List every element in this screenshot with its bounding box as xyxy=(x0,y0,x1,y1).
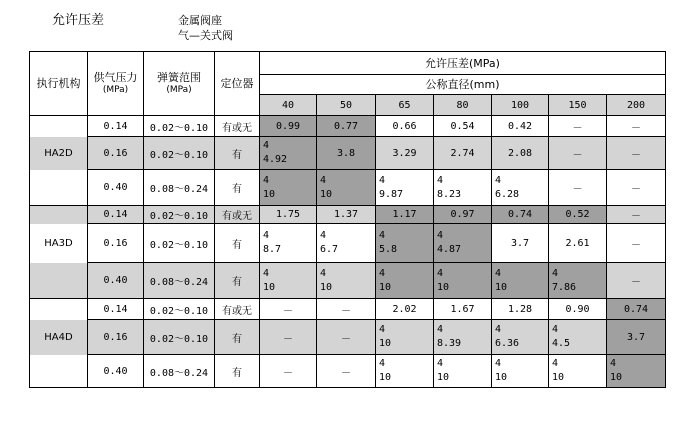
dp-cell-150: － xyxy=(549,116,607,137)
dp-value-top: 4 xyxy=(320,174,327,186)
dp-value-top: 4 xyxy=(263,230,270,241)
dp-value-bottom: 6.7 xyxy=(320,244,339,255)
supply-pressure-cell: 0.40 xyxy=(88,170,144,206)
positioner-cell: 有 xyxy=(215,170,260,206)
dp-value-top: 4 xyxy=(495,358,502,369)
dp-cell-100: 2.08 xyxy=(492,137,549,170)
dp-value-bottom: 7.86 xyxy=(552,281,577,293)
dp-cell-65: 1.17 xyxy=(376,206,434,224)
supply-pressure-cell: 0.14 xyxy=(88,206,144,224)
dp-cell-40 xyxy=(260,224,317,263)
dp-cell-200: － xyxy=(607,206,666,224)
positioner-cell: 有 xyxy=(215,263,260,299)
dp-value-bottom: 10 xyxy=(379,338,392,349)
dp-cell-50: － xyxy=(317,355,376,388)
dp-cell-65 xyxy=(376,224,434,263)
header-nominal-diameter: 公称直径(mm) xyxy=(260,75,666,95)
dp-cell-100 xyxy=(492,170,549,206)
dp-cell-200: － xyxy=(607,116,666,137)
dp-cell-50: － xyxy=(317,299,376,320)
dp-cell-80 xyxy=(434,355,492,388)
positioner-cell: 有或无 xyxy=(215,206,260,224)
header-supply-pressure: 供气压力 (MPa) xyxy=(88,52,144,116)
dp-value-top: 4 xyxy=(320,267,327,279)
dp-cell-40: 1.75 xyxy=(260,206,317,224)
dp-value-top: 4 xyxy=(495,174,502,186)
supply-pressure-cell: 0.14 xyxy=(88,299,144,320)
dp-cell-65 xyxy=(376,355,434,388)
dp-cell-50 xyxy=(317,170,376,206)
dp-cell-65: 0.66 xyxy=(376,116,434,137)
dp-cell-40 xyxy=(260,170,317,206)
dp-value-bottom: 10 xyxy=(610,372,623,383)
dp-value-top: 4 xyxy=(379,358,386,369)
positioner-cell: 有 xyxy=(215,137,260,170)
dp-cell-200: － xyxy=(607,137,666,170)
dp-value-bottom: 10 xyxy=(320,188,333,200)
dp-cell-40 xyxy=(260,263,317,299)
dp-cell-80 xyxy=(434,170,492,206)
dp-cell-50: 3.8 xyxy=(317,137,376,170)
dp-value-bottom: 9.87 xyxy=(379,188,404,200)
dp-value-bottom: 10 xyxy=(437,281,450,293)
dp-cell-200: 3.7 xyxy=(607,320,666,355)
table-row xyxy=(30,320,666,355)
dp-cell-50: － xyxy=(317,320,376,355)
dp-value-bottom: 10 xyxy=(495,281,508,293)
dp-value-bottom: 5.8 xyxy=(379,244,398,255)
dp-value-bottom: 10 xyxy=(495,372,508,383)
dp-cell-40: － xyxy=(260,320,317,355)
dp-value-top: 4 xyxy=(552,324,559,335)
header-diameter-40: 40 xyxy=(260,95,317,116)
actuator-cell xyxy=(30,206,88,224)
dp-value-top: 4 xyxy=(495,267,502,279)
dp-cell-50 xyxy=(317,263,376,299)
allowable-pressure-table xyxy=(29,51,666,388)
supply-pressure-cell: 0.16 xyxy=(88,137,144,170)
dp-cell-150 xyxy=(549,263,607,299)
subtitle-valve-type: 气—关式阀 xyxy=(178,29,233,42)
dp-cell-200: － xyxy=(607,224,666,263)
dp-cell-100 xyxy=(492,355,549,388)
dp-value-top: 4 xyxy=(379,324,386,335)
dp-cell-100: 0.42 xyxy=(492,116,549,137)
spring-range-cell: 0.02～0.10 xyxy=(144,116,215,137)
actuator-cell: HA4D xyxy=(30,320,88,355)
dp-cell-80: 0.54 xyxy=(434,116,492,137)
positioner-cell: 有 xyxy=(215,355,260,388)
dp-cell-100: 3.7 xyxy=(492,224,549,263)
spring-range-cell: 0.08～0.24 xyxy=(144,355,215,388)
dp-value-bottom: 6.28 xyxy=(495,188,520,200)
dp-value-top: 4 xyxy=(437,324,444,335)
actuator-cell xyxy=(30,355,88,388)
actuator-cell xyxy=(30,263,88,299)
dp-value-bottom: 10 xyxy=(263,281,276,293)
dp-cell-150: 0.52 xyxy=(549,206,607,224)
dp-cell-150 xyxy=(549,320,607,355)
dp-value-bottom: 10 xyxy=(552,372,565,383)
table-row xyxy=(30,355,666,388)
dp-value-top: 4 xyxy=(610,358,617,369)
dp-value-top: 4 xyxy=(437,358,444,369)
positioner-cell: 有或无 xyxy=(215,116,260,137)
dp-value-bottom: 10 xyxy=(379,281,392,293)
page-title: 允许压差 xyxy=(52,13,105,28)
dp-cell-100: 1.28 xyxy=(492,299,549,320)
spring-range-cell: 0.08～0.24 xyxy=(144,263,215,299)
dp-cell-40: － xyxy=(260,355,317,388)
dp-cell-200: － xyxy=(607,170,666,206)
positioner-cell: 有 xyxy=(215,224,260,263)
dp-cell-100: 0.74 xyxy=(492,206,549,224)
dp-cell-65 xyxy=(376,320,434,355)
dp-value-top: 4 xyxy=(320,230,327,241)
actuator-cell xyxy=(30,299,88,320)
dp-cell-40: － xyxy=(260,299,317,320)
header-diameter-200: 200 xyxy=(607,95,666,116)
supply-pressure-cell: 0.40 xyxy=(88,263,144,299)
header-diameter-50: 50 xyxy=(317,95,376,116)
dp-cell-40 xyxy=(260,137,317,170)
header-positioner: 定位器 xyxy=(215,52,260,116)
dp-cell-65 xyxy=(376,263,434,299)
dp-cell-100 xyxy=(492,320,549,355)
spring-range-cell: 0.02～0.10 xyxy=(144,320,215,355)
dp-cell-100 xyxy=(492,263,549,299)
dp-value-bottom: 4.5 xyxy=(552,338,571,349)
dp-value-top: 4 xyxy=(552,267,559,279)
dp-value-top: 4 xyxy=(263,267,270,279)
actuator-cell xyxy=(30,170,88,206)
dp-cell-50: 1.37 xyxy=(317,206,376,224)
dp-cell-65 xyxy=(376,170,434,206)
dp-cell-200 xyxy=(607,355,666,388)
dp-value-bottom: 10 xyxy=(263,188,276,200)
dp-value-bottom: 10 xyxy=(379,372,392,383)
spring-range-cell: 0.02～0.10 xyxy=(144,299,215,320)
dp-value-top: 4 xyxy=(437,267,444,279)
dp-value-bottom: 8.7 xyxy=(263,244,282,255)
spring-range-cell: 0.02～0.10 xyxy=(144,224,215,263)
dp-value-top: 4 xyxy=(263,140,270,151)
supply-pressure-cell: 0.14 xyxy=(88,116,144,137)
dp-cell-200: － xyxy=(607,263,666,299)
dp-value-bottom: 4.87 xyxy=(437,244,462,255)
supply-pressure-cell: 0.40 xyxy=(88,355,144,388)
dp-value-bottom: 8.23 xyxy=(437,188,462,200)
header-spring-range: 弹簧范围 (MPa) xyxy=(144,52,215,116)
header-diameter-100: 100 xyxy=(492,95,549,116)
header-diameter-65: 65 xyxy=(376,95,434,116)
dp-cell-80 xyxy=(434,320,492,355)
dp-cell-65: 2.02 xyxy=(376,299,434,320)
dp-cell-80: 0.97 xyxy=(434,206,492,224)
supply-pressure-cell: 0.16 xyxy=(88,320,144,355)
dp-value-bottom: 8.39 xyxy=(437,338,462,349)
dp-cell-50 xyxy=(317,224,376,263)
header-actuator: 执行机构 xyxy=(30,52,88,116)
table-row xyxy=(30,224,666,263)
dp-value-top: 4 xyxy=(552,358,559,369)
dp-cell-40: 0.99 xyxy=(260,116,317,137)
dp-cell-150: 2.61 xyxy=(549,224,607,263)
spring-range-cell: 0.08～0.24 xyxy=(144,170,215,206)
dp-cell-80: 1.67 xyxy=(434,299,492,320)
dp-cell-80 xyxy=(434,224,492,263)
table-row xyxy=(30,206,666,224)
dp-value-top: 4 xyxy=(263,174,270,186)
actuator-cell: HA2D xyxy=(30,137,88,170)
table-row xyxy=(30,263,666,299)
header-diameter-150: 150 xyxy=(549,95,607,116)
dp-value-bottom: 4.92 xyxy=(263,154,288,165)
dp-value-bottom: 6.36 xyxy=(495,338,520,349)
dp-value-top: 4 xyxy=(379,267,386,279)
actuator-cell xyxy=(30,116,88,137)
dp-cell-200: 0.74 xyxy=(607,299,666,320)
dp-cell-65: 3.29 xyxy=(376,137,434,170)
actuator-cell: HA3D xyxy=(30,224,88,263)
spring-range-cell: 0.02～0.10 xyxy=(144,206,215,224)
table-row xyxy=(30,137,666,170)
positioner-cell: 有或无 xyxy=(215,299,260,320)
spring-range-cell: 0.02～0.10 xyxy=(144,137,215,170)
dp-cell-50: 0.77 xyxy=(317,116,376,137)
dp-value-top: 4 xyxy=(437,174,444,186)
dp-value-top: 4 xyxy=(437,230,444,241)
table-row xyxy=(30,116,666,137)
table-row xyxy=(30,299,666,320)
dp-cell-150: － xyxy=(549,137,607,170)
dp-value-bottom: 10 xyxy=(320,281,333,293)
dp-cell-150: 0.90 xyxy=(549,299,607,320)
supply-pressure-cell: 0.16 xyxy=(88,224,144,263)
dp-cell-150 xyxy=(549,355,607,388)
dp-cell-80 xyxy=(434,263,492,299)
positioner-cell: 有 xyxy=(215,320,260,355)
dp-value-bottom: 10 xyxy=(437,372,450,383)
subtitle-seat: 金属阀座 xyxy=(178,14,222,27)
dp-cell-80: 2.74 xyxy=(434,137,492,170)
header-allowable-dp: 允许压差(MPa) xyxy=(260,52,666,75)
dp-cell-150: － xyxy=(549,170,607,206)
header-diameter-80: 80 xyxy=(434,95,492,116)
table-row xyxy=(30,170,666,206)
dp-value-top: 4 xyxy=(379,174,386,186)
dp-value-top: 4 xyxy=(495,324,502,335)
dp-value-top: 4 xyxy=(379,230,386,241)
